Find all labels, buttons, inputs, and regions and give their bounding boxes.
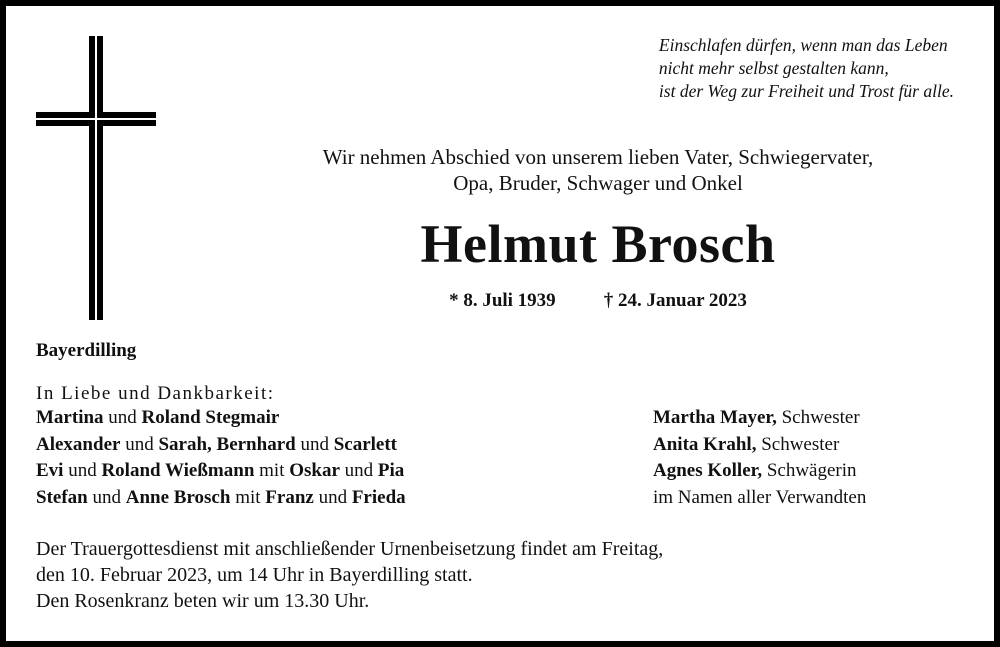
family-line: Martina und Roland Stegmair (36, 407, 280, 428)
quote (659, 34, 954, 103)
mourners-heading: In Liebe und Dankbarkeit: (36, 383, 275, 404)
intro-line: Wir nehmen Abschied von unserem lieben Vater, Schwiegervater, (322, 145, 874, 169)
quote-line: ist der Weg zur Freiheit und Trost für alle. (658, 81, 954, 101)
cross-icon (36, 36, 156, 320)
relative-line: Anita Krahl, Schwester (653, 433, 840, 455)
service-line: Der Trauergottesdienst mit anschließender Urnenbeisetzung findet am Freitag, (36, 538, 664, 560)
family-line: Alexander und Sarah, Bernhard und Scarlett (36, 433, 398, 455)
intro-line: Opa, Bruder, Schwager und Onkel (453, 171, 743, 195)
family-line: Evi und Roland Wießmann mit Oskar und Pia (36, 460, 405, 481)
service-line: den 10. Februar 2023, um 14 Uhr in Bayerdilling statt. (36, 564, 473, 586)
birth-date: * 8. Juli 1939 (449, 290, 556, 311)
life-dates (236, 288, 960, 314)
family-list (36, 405, 406, 511)
deceased-name: Helmut Brosch (420, 214, 776, 274)
farewell-intro (236, 144, 960, 196)
quote-line: nicht mehr selbst gestalten kann, (658, 58, 889, 78)
relative-line: im Namen aller Verwandten (653, 486, 867, 508)
family-line: Stefan und Anne Brosch mit Franz und Frieda (36, 486, 406, 508)
quote-line: Einschlafen dürfen, wenn man das Leben (658, 35, 948, 55)
place: Bayerdilling (36, 340, 137, 361)
obituary-card (6, 6, 994, 641)
service-line: Den Rosenkranz beten wir um 13.30 Uhr. (36, 590, 370, 612)
relatives-list (653, 405, 866, 511)
relative-line: Martha Mayer, Schwester (653, 407, 860, 428)
relative-line: Agnes Koller, Schwägerin (653, 460, 857, 481)
service-notice (36, 536, 663, 614)
death-date: † 24. Januar 2023 (603, 290, 747, 311)
